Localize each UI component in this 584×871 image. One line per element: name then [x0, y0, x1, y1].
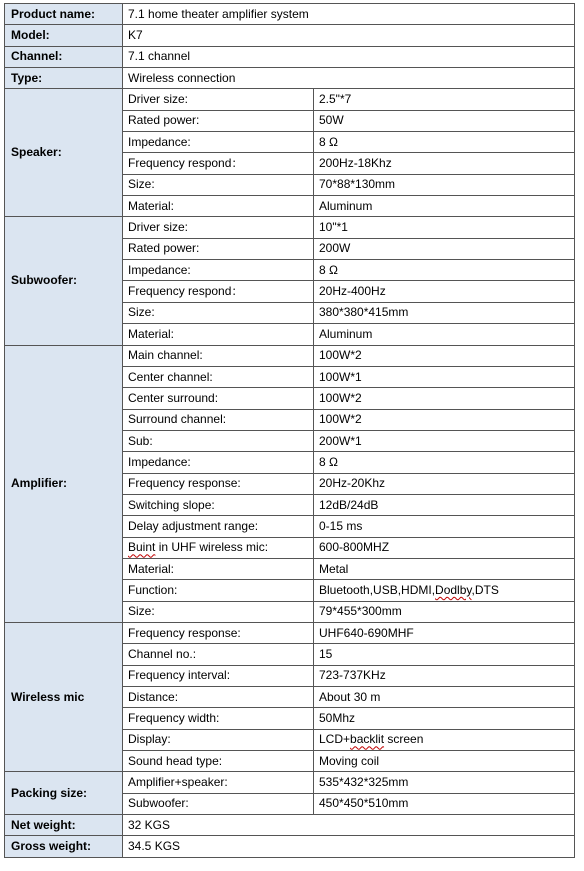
row-label: Channel:: [5, 46, 123, 67]
spec-key: Impedance:: [123, 452, 314, 473]
group-label-packing-size: Packing size:: [5, 772, 123, 815]
spec-key: Driver size:: [123, 217, 314, 238]
spec-key: Impedance:: [123, 132, 314, 153]
spec-row-product-name: [5, 4, 575, 25]
spec-value: 535*432*325mm: [314, 772, 575, 793]
row-value: 7.1 channel: [123, 46, 575, 67]
spec-key: Frequency response:: [123, 473, 314, 494]
spec-key: Function:: [123, 580, 314, 601]
group-label-subwoofer: Subwoofer:: [5, 217, 123, 345]
group-label-speaker: Speaker:: [5, 89, 123, 217]
spec-row-net-weight: [5, 815, 575, 836]
spec-value: 450*450*510mm: [314, 793, 575, 814]
row-value: Wireless connection: [123, 68, 575, 89]
spec-key: Size:: [123, 302, 314, 323]
spec-value: 380*380*415mm: [314, 302, 575, 323]
row-label: Net weight:: [5, 815, 123, 836]
spec-row-channel: [5, 46, 575, 67]
spec-value: 100W*2: [314, 409, 575, 430]
spec-value: Aluminum: [314, 324, 575, 345]
spec-row-subwoofer-driver-size: [5, 217, 575, 238]
spec-value: LCD+backlit screen: [314, 729, 575, 750]
spec-key: Center channel:: [123, 366, 314, 387]
spec-key: Switching slope:: [123, 494, 314, 515]
spec-value: 20Hz-20Khz: [314, 473, 575, 494]
spec-key: Sound head type:: [123, 751, 314, 772]
spec-row-type: [5, 68, 575, 89]
spec-key: Frequency response:: [123, 622, 314, 643]
spec-value: 100W*2: [314, 388, 575, 409]
spec-key: Channel no.:: [123, 644, 314, 665]
spec-row-model: [5, 25, 575, 46]
spec-value: 15: [314, 644, 575, 665]
spec-value: 723-737KHz: [314, 665, 575, 686]
spec-value: 100W*2: [314, 345, 575, 366]
spec-key: Rated power:: [123, 110, 314, 131]
spec-value: 100W*1: [314, 366, 575, 387]
spec-value: 200W: [314, 238, 575, 259]
spec-row-amplifier-main-channel: [5, 345, 575, 366]
spec-key: Driver size:: [123, 89, 314, 110]
spec-key: Frequency respond：: [123, 153, 314, 174]
spec-table-body: [5, 4, 575, 858]
spec-row-speaker-driver-size: [5, 89, 575, 110]
spec-key: Center surround:: [123, 388, 314, 409]
spellcheck-underline: Buint: [128, 540, 156, 555]
spec-row-gross-weight: [5, 836, 575, 857]
spec-value: 8 Ω: [314, 452, 575, 473]
row-label: Model:: [5, 25, 123, 46]
spec-table: [4, 3, 575, 858]
group-label-amplifier: Amplifier:: [5, 345, 123, 622]
spec-key: Display:: [123, 729, 314, 750]
spec-key: Rated power:: [123, 238, 314, 259]
row-value: 34.5 KGS: [123, 836, 575, 857]
row-label: Type:: [5, 68, 123, 89]
spellcheck-underline: Dodlby: [435, 582, 472, 597]
spec-key: Impedance:: [123, 260, 314, 281]
spec-value: 12dB/24dB: [314, 494, 575, 515]
spec-value: 8 Ω: [314, 260, 575, 281]
group-label-wireless-mic: Wireless mic: [5, 622, 123, 771]
spec-key: Frequency respond：: [123, 281, 314, 302]
spec-key: Main channel:: [123, 345, 314, 366]
spec-key: Sub:: [123, 430, 314, 451]
spec-row-wireless-mic-frequency-response: [5, 622, 575, 643]
row-label: Gross weight:: [5, 836, 123, 857]
row-value: 7.1 home theater amplifier system: [123, 4, 575, 25]
spec-value: 20Hz-400Hz: [314, 281, 575, 302]
spec-value: 10"*1: [314, 217, 575, 238]
spec-value: Bluetooth,USB,HDMI,Dodlby,DTS: [314, 580, 575, 601]
spec-value: 0-15 ms: [314, 516, 575, 537]
spec-key: Amplifier+speaker:: [123, 772, 314, 793]
spec-value: 200W*1: [314, 430, 575, 451]
spec-value: 600-800MHZ: [314, 537, 575, 558]
spec-value: 79*455*300mm: [314, 601, 575, 622]
spec-key: Size:: [123, 174, 314, 195]
spec-value: 50W: [314, 110, 575, 131]
spec-key: Size:: [123, 601, 314, 622]
spec-value: 50Mhz: [314, 708, 575, 729]
spec-key: Delay adjustment range:: [123, 516, 314, 537]
row-label: Product name:: [5, 4, 123, 25]
spec-value: 200Hz-18Khz: [314, 153, 575, 174]
row-value: 32 KGS: [123, 815, 575, 836]
spec-key: Material:: [123, 324, 314, 345]
spec-value: Moving coil: [314, 751, 575, 772]
spec-value: 70*88*130mm: [314, 174, 575, 195]
spec-key: Frequency interval:: [123, 665, 314, 686]
row-value: K7: [123, 25, 575, 46]
spec-value: Metal: [314, 558, 575, 579]
spec-key: Frequency width:: [123, 708, 314, 729]
spec-value: 8 Ω: [314, 132, 575, 153]
spec-key: Material:: [123, 196, 314, 217]
spec-key: Material:: [123, 558, 314, 579]
spec-key: Surround channel:: [123, 409, 314, 430]
spec-value: Aluminum: [314, 196, 575, 217]
spec-key: Subwoofer:: [123, 793, 314, 814]
spec-value: 2.5"*7: [314, 89, 575, 110]
spellcheck-underline: backlit: [350, 732, 385, 747]
spec-row-packing-size-amplifier-speaker: [5, 772, 575, 793]
spec-value: UHF640-690MHF: [314, 622, 575, 643]
spec-value: About 30 m: [314, 687, 575, 708]
spec-key: Distance:: [123, 687, 314, 708]
spec-key: Buint in UHF wireless mic:: [123, 537, 314, 558]
